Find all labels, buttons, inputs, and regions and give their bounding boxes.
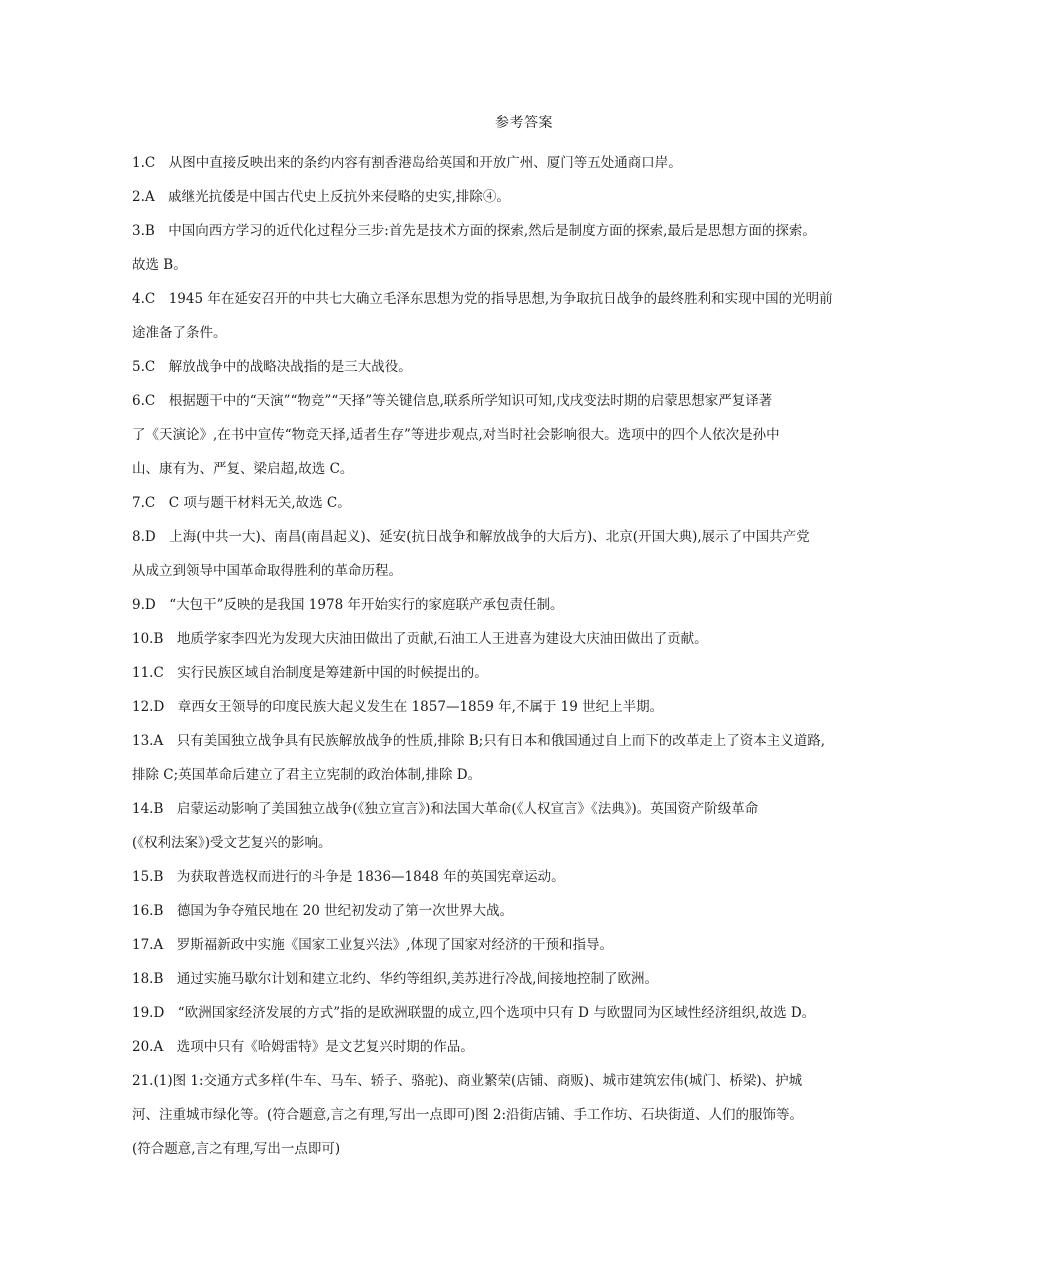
answer-line: 18.B 通过实施马歇尔计划和建立北约、华约等组织,美苏进行冷战,间接地控制了欧洲。 xyxy=(132,971,658,987)
answer-line: (《权利法案》)受文艺复兴的影响。 xyxy=(132,835,332,851)
answer-line: 16.B 德国为争夺殖民地在 20 世纪初发动了第一次世界大战。 xyxy=(132,903,514,919)
answer-line: 了《天演论》,在书中宣传“物竞天择,适者生存”等进步观点,对当时社会影响很大。选项中的四个人依次是孙中 xyxy=(132,427,780,443)
answer-line: 从成立到领导中国革命取得胜利的革命历程。 xyxy=(132,563,402,579)
answer-line: 17.A 罗斯福新政中实施《国家工业复兴法》,体现了国家对经济的干预和指导。 xyxy=(132,937,614,953)
answer-line: 9.D “大包干”反映的是我国 1978 年开始实行的家庭联产承包责任制。 xyxy=(132,597,564,613)
answer-line: 2.A 戚继光抗倭是中国古代史上反抗外来侵略的史实,排除④。 xyxy=(132,189,510,205)
answer-line: 5.C 解放战争中的战略决战指的是三大战役。 xyxy=(132,359,412,375)
answer-line: 3.B 中国向西方学习的近代化过程分三步:首先是技术方面的探索,然后是制度方面的探索,最后是思想方面的探索。 xyxy=(132,223,816,239)
answer-line: 11.C 实行民族区域自治制度是筹建新中国的时候提出的。 xyxy=(132,665,488,681)
answer-line: 8.D 上海(中共一大)、南昌(南昌起义)、延安(抗日战争和解放战争的大后方)、北京(开国大典),展示了中国共产党 xyxy=(132,529,810,545)
answer-line: 14.B 启蒙运动影响了美国独立战争(《独立宣言》)和法国大革命(《人权宣言》《法典》)。英国资产阶级革命 xyxy=(132,801,759,817)
answer-line: 20.A 选项中只有《哈姆雷特》是文艺复兴时期的作品。 xyxy=(132,1039,474,1055)
answer-line: 21.(1)图 1:交通方式多样(牛车、马车、轿子、骆驼)、商业繁荣(店铺、商贩)、城市建筑宏伟(城门、桥梁)、护城 xyxy=(132,1073,803,1089)
answer-line: 7.C C 项与题干材料无关,故选 C。 xyxy=(132,495,351,511)
answer-line: 途准备了条件。 xyxy=(132,325,227,341)
answer-line: 排除 C;英国革命后建立了君主立宪制的政治体制,排除 D。 xyxy=(132,767,482,783)
answer-line: (符合题意,言之有理,写出一点即可) xyxy=(132,1141,341,1157)
answer-line: 1.C 从图中直接反映出来的条约内容有割香港岛给英国和开放广州、厦门等五处通商口岸。 xyxy=(132,155,682,171)
answer-line: 19.D “欧洲国家经济发展的方式”指的是欧洲联盟的成立,四个选项中只有 D 与欧盟同为区域性经济组织,故选 D。 xyxy=(132,1005,816,1021)
answer-line: 6.C 根据题干中的“天演”“物竞”“天择”等关键信息,联系所学知识可知,戊戌变法时期的启蒙思想家严复译著 xyxy=(132,393,773,409)
answer-line: 河、注重城市绿化等。(符合题意,言之有理,写出一点即可)图 2:沿街店铺、手工作坊、石块街道、人们的服饰等。 xyxy=(132,1107,804,1123)
answer-line: 13.A 只有美国独立战争具有民族解放战争的性质,排除 B;只有日本和俄国通过自上而下的改革走上了资本主义道路, xyxy=(132,733,826,749)
answer-line: 10.B 地质学家李四光为发现大庆油田做出了贡献,石油工人王进喜为建设大庆油田做出了贡献。 xyxy=(132,631,708,647)
answer-line: 山、康有为、严复、梁启超,故选 C。 xyxy=(132,461,354,477)
answer-list xyxy=(132,146,922,1166)
answer-line: 12.D 章西女王领导的印度民族大起义发生在 1857—1859 年,不属于 19 世纪上半期。 xyxy=(132,699,664,715)
answer-line: 故选 B。 xyxy=(132,257,187,273)
answer-line: 15.B 为获取普选权而进行的斗争是 1836—1848 年的英国宪章运动。 xyxy=(132,869,565,885)
answer-line: 4.C 1945 年在延安召开的中共七大确立毛泽东思想为党的指导思想,为争取抗日战争的最终胜利和实现中国的光明前 xyxy=(132,291,833,307)
page-title: 参考答案 xyxy=(495,115,553,131)
